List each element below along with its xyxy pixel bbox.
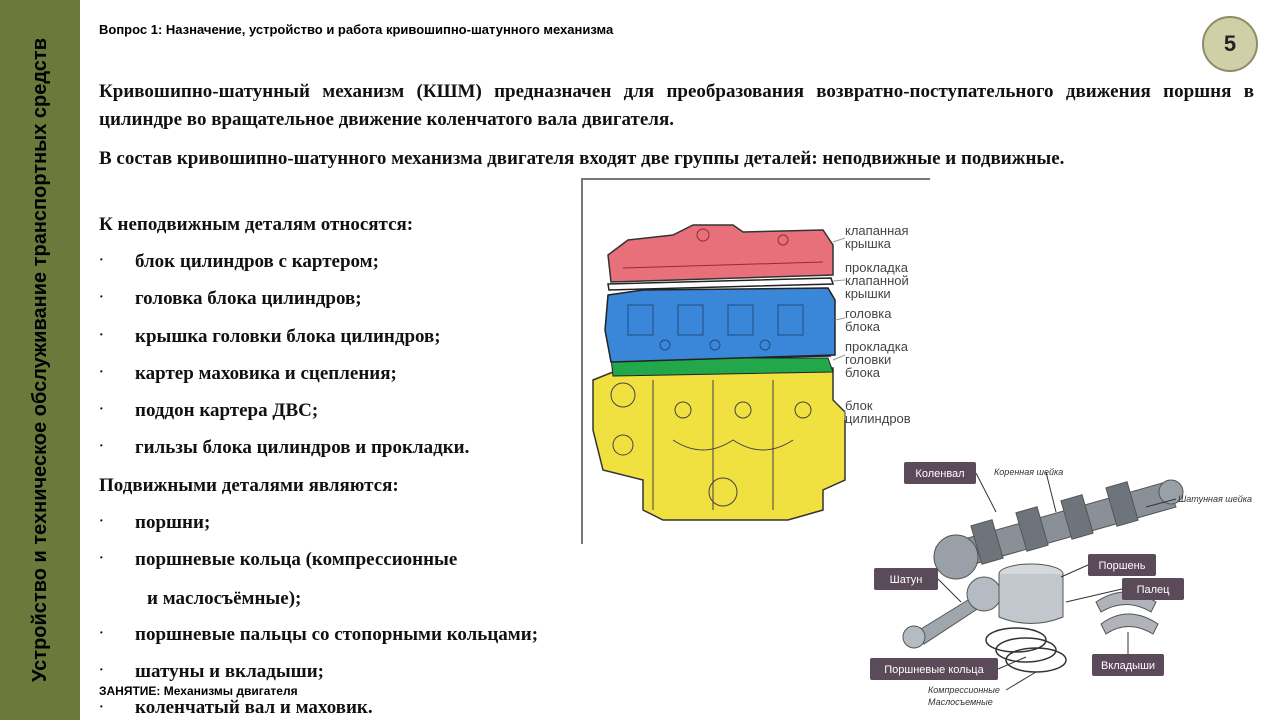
sidebar <box>0 0 80 720</box>
tag-piston: Поршень <box>1098 560 1146 572</box>
fixed-parts-heading: К неподвижным деталям относятся: <box>99 214 414 235</box>
tag-bearings: Вкладыши <box>1100 660 1156 672</box>
label-valve-cover-1: клапанная <box>845 223 909 238</box>
fixed-item: гильзы блока цилиндров и прокладки. <box>135 437 470 458</box>
moving-item: коленчатый вал и маховик. <box>135 697 373 718</box>
intro-paragraph: Кривошипно-шатунный механизм (КШМ) предназначен для преобразования возвратно-поступательного движения поршня в цилиндре во вращательное движение коленчатого вала двигателя. <box>99 81 1254 130</box>
moving-item: поршневые пальцы со стопорными кольцами; <box>135 624 539 645</box>
label-head-2: блока <box>845 319 881 334</box>
note-rod-journal: Шатунная шейка <box>1178 494 1253 504</box>
tag-pin: Палец <box>1136 584 1170 596</box>
fixed-item: картер маховика и сцепления; <box>135 363 397 384</box>
moving-parts-heading: Подвижными деталями являются: <box>99 475 399 496</box>
moving-item: поршни; <box>135 512 211 533</box>
bullet: · <box>99 551 104 566</box>
composition-paragraph: В состав кривошипно-шатунного механизма двигателя входят две группы деталей: неподвижные и подвижные. <box>99 148 1065 169</box>
page-number-badge: 5 <box>1202 16 1258 72</box>
label-valve-cover-2: крышка <box>845 236 891 251</box>
bullet: · <box>99 626 104 641</box>
label-head-gasket-2: головки <box>845 352 892 367</box>
bullet: · <box>99 663 104 678</box>
tag-rings: Поршневые кольца <box>884 664 984 676</box>
bullet: · <box>99 514 104 529</box>
label-block-2: цилиндров <box>845 411 911 426</box>
moving-item-continuation: и маслосъёмные); <box>147 588 302 609</box>
bullet: · <box>99 290 104 305</box>
bullet: · <box>99 253 104 268</box>
bullet: · <box>99 328 104 343</box>
label-head-gasket-1: прокладка <box>845 339 908 354</box>
label-cover-gasket-3: крышки <box>845 286 891 301</box>
label-cover-gasket-1: прокладка <box>845 260 908 275</box>
label-head-1: головка <box>845 306 892 321</box>
fixed-item: блок цилиндров с картером; <box>135 251 379 272</box>
bullet: · <box>99 700 104 715</box>
bullet: · <box>99 365 104 380</box>
note-main-journal: Коренная шейка <box>994 467 1064 477</box>
parts-figure <box>866 452 1268 714</box>
course-title: Устройство и техническое обслуживание транспортных средств <box>29 37 51 683</box>
tag-crankshaft: Коленвал <box>915 468 965 480</box>
moving-item: шатуны и вкладыши; <box>135 661 324 682</box>
label-head-gasket-3: блока <box>845 365 881 380</box>
fixed-item: крышка головки блока цилиндров; <box>135 326 441 347</box>
fixed-item: поддон картера ДВС; <box>135 400 319 421</box>
question-title: Вопрос 1: Назначение, устройство и работа кривошипно-шатунного механизма <box>99 22 614 37</box>
fixed-item: головка блока цилиндров; <box>135 288 362 309</box>
label-cover-gasket-2: клапанной <box>845 273 909 288</box>
note-oil: Маслосъемные <box>928 697 993 707</box>
lesson-footer: ЗАНЯТИЕ: Механизмы двигателя <box>99 684 298 698</box>
bullet: · <box>99 402 104 417</box>
moving-item: поршневые кольца (компрессионные <box>135 549 458 570</box>
tag-connecting-rod: Шатун <box>889 574 923 586</box>
bullet: · <box>99 439 104 454</box>
note-compression: Компрессионные <box>928 685 1000 695</box>
label-block-1: блок <box>845 398 873 413</box>
